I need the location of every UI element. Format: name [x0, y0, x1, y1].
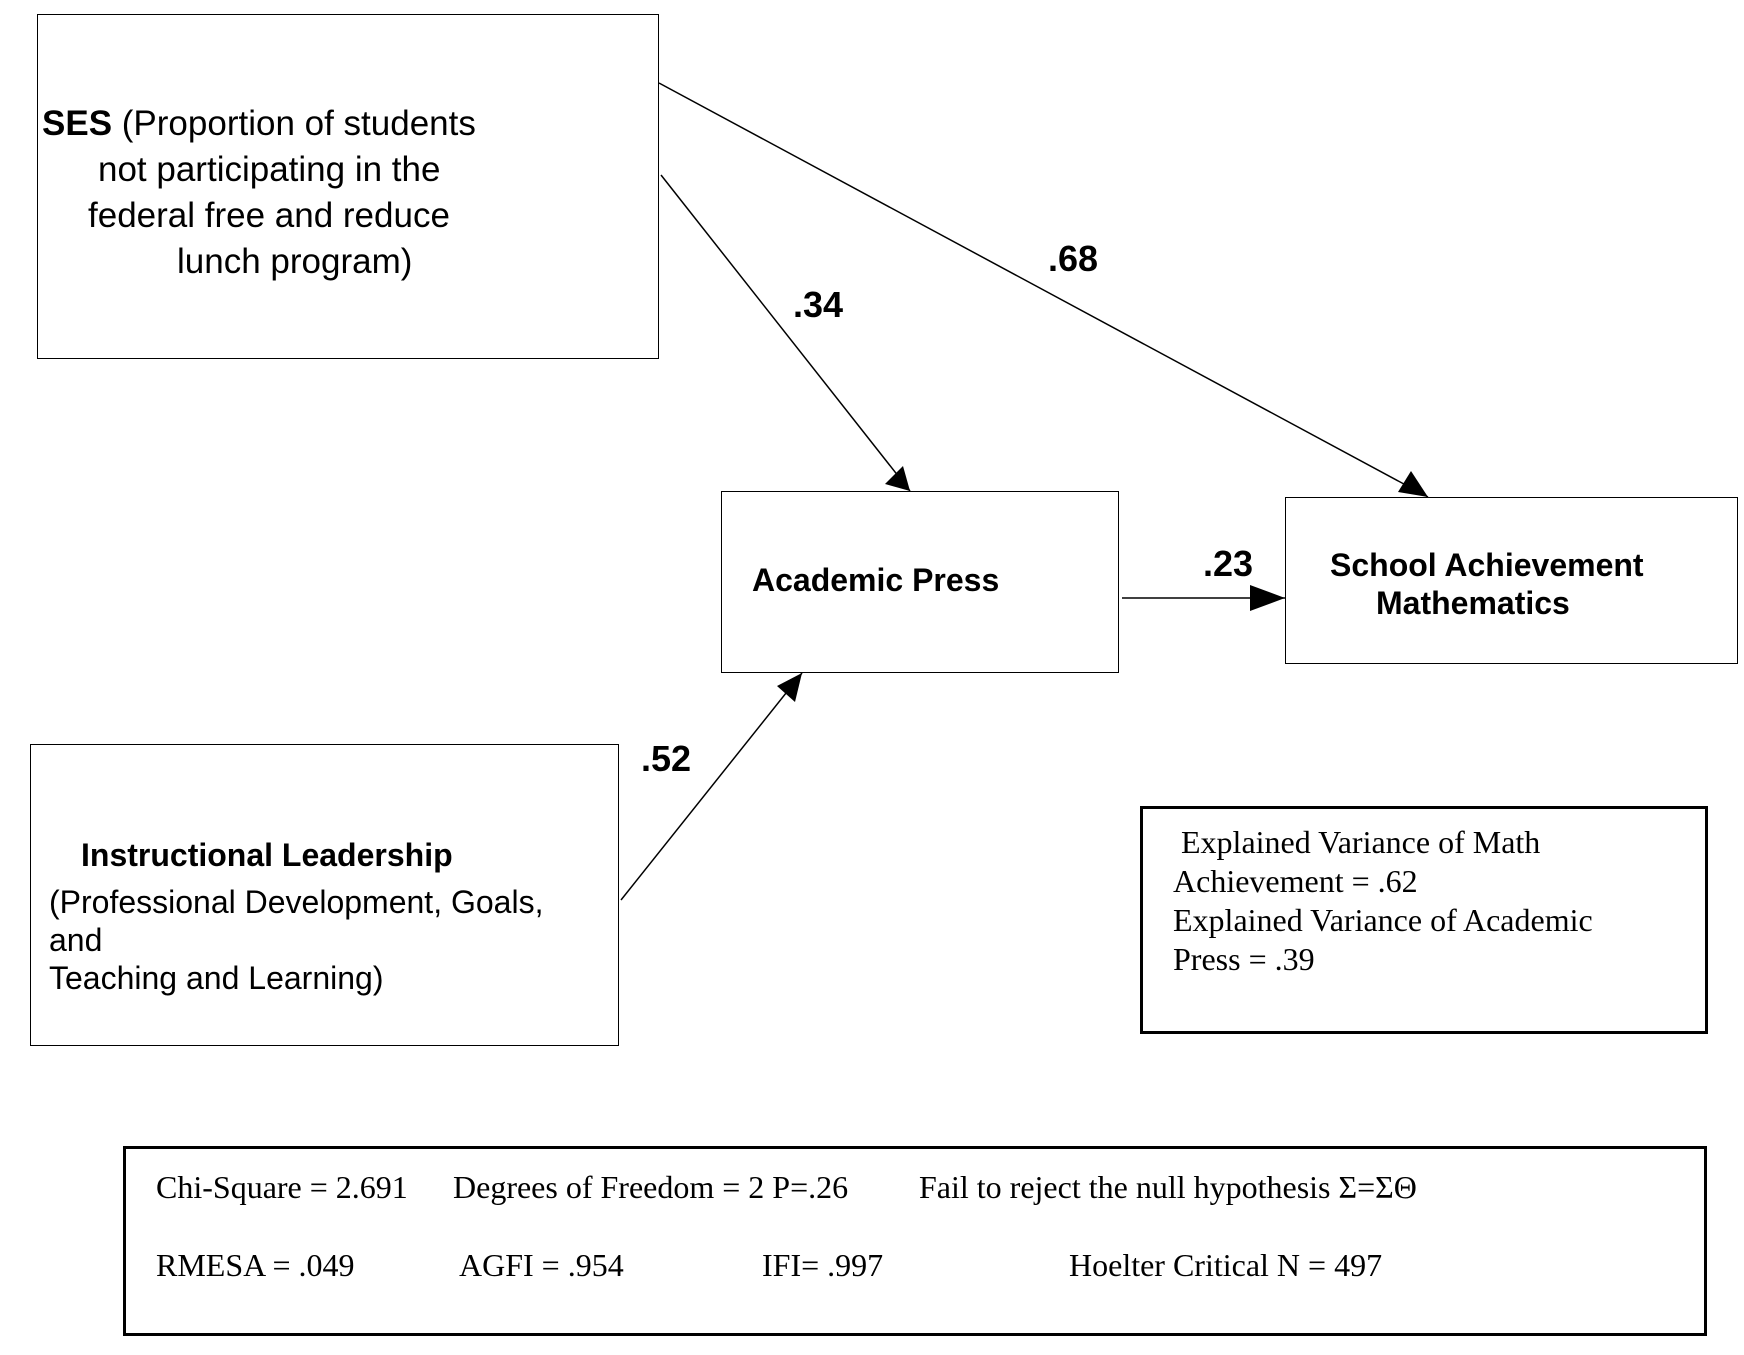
- arrowhead-press-to-achievement: [1250, 585, 1285, 611]
- academic-press-label: Academic Press: [752, 562, 1000, 598]
- explained-variance-line: Explained Variance of Academic: [1173, 902, 1593, 938]
- agfi-stat: AGFI = .954: [459, 1247, 624, 1283]
- coef-ses-to-achievement: .68: [1048, 238, 1099, 279]
- arrow-ses-to-achievement: [659, 83, 1428, 497]
- coef-ses-to-press: .34: [793, 284, 844, 325]
- rmesa-stat: RMESA = .049: [156, 1247, 355, 1283]
- explained-variance-line: Press = .39: [1173, 941, 1315, 977]
- ses-line: lunch program): [177, 242, 413, 281]
- node-academic-press: [721, 491, 1119, 673]
- coef-leadership-to-press: .52: [641, 738, 692, 779]
- instructional-leadership-detail: [49, 883, 609, 997]
- school-achievement-line: School Achievement: [1330, 547, 1644, 583]
- ifi-stat: IFI= .997: [762, 1247, 884, 1283]
- school-achievement-line: Mathematics: [1376, 585, 1570, 621]
- explained-variance-line: Explained Variance of Math: [1181, 824, 1541, 860]
- hoelter-stat: Hoelter Critical N = 497: [1069, 1247, 1383, 1283]
- instructional-leadership-title: Instructional Leadership: [81, 837, 453, 873]
- node-school-achievement: [1285, 497, 1738, 664]
- node-ses: [37, 14, 659, 359]
- fit-statistics-box: [123, 1146, 1707, 1336]
- explained-variance-box: [1140, 806, 1708, 1034]
- school-achievement-label: [1330, 546, 1644, 622]
- arrowhead-ses-to-press: [885, 466, 910, 491]
- explained-variance-line: Achievement = .62: [1173, 863, 1418, 899]
- null-hypothesis-text: Fail to reject the null hypothesis Σ=ΣΘ: [919, 1169, 1417, 1205]
- node-instructional-leadership: [30, 744, 619, 1046]
- instructional-leadership-line: Teaching and Learning): [49, 960, 384, 996]
- arrow-leadership-to-press: [621, 673, 802, 900]
- instructional-leadership-line: and: [49, 922, 103, 958]
- instructional-leadership-line: (Professional Development, Goals,: [49, 884, 544, 920]
- ses-line: federal free and reduce: [88, 196, 450, 235]
- chi-square-stat: Chi-Square = 2.691: [156, 1169, 408, 1205]
- ses-line: not participating in the: [98, 150, 441, 189]
- degrees-of-freedom-stat: Degrees of Freedom = 2 P=.26: [453, 1169, 849, 1205]
- arrow-ses-to-press: [661, 175, 910, 491]
- ses-bold-label: SES: [42, 104, 113, 143]
- explained-variance-text: [1173, 823, 1593, 979]
- coef-press-to-achievement: .23: [1203, 543, 1254, 584]
- arrowhead-leadership-to-press: [777, 673, 802, 702]
- ses-label: [42, 101, 582, 285]
- ses-line: (Proportion of students: [121, 104, 476, 143]
